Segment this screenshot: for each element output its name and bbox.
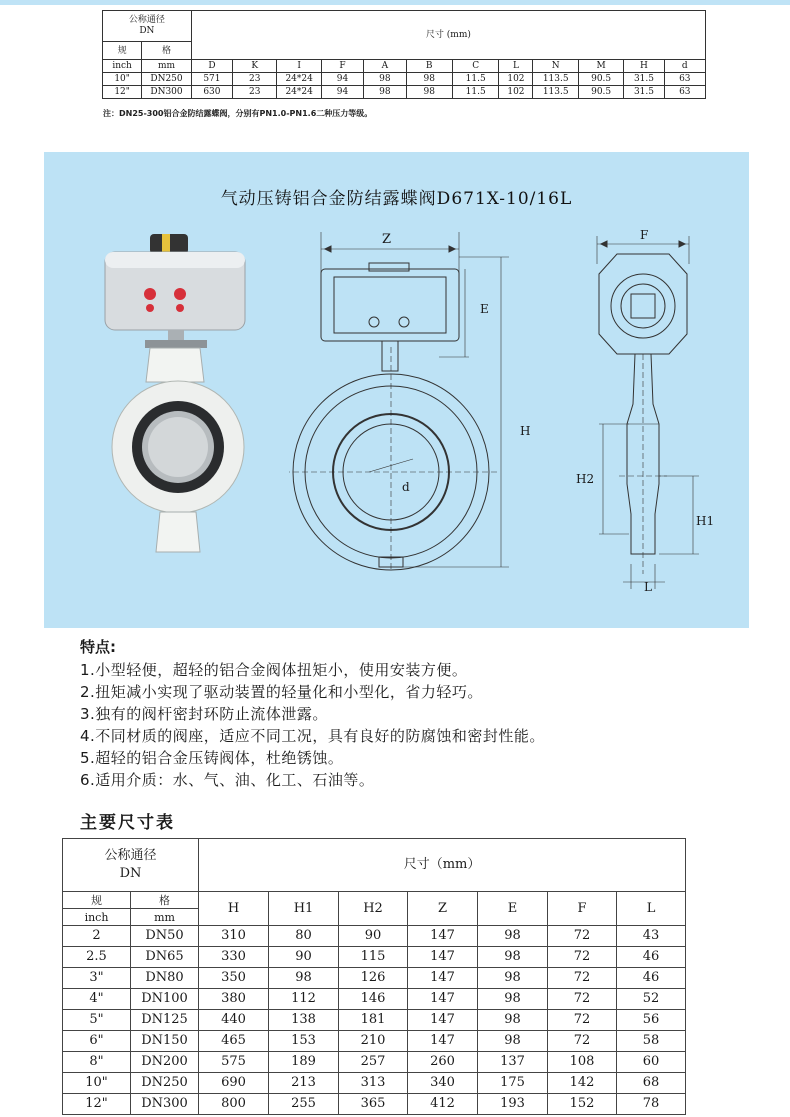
top-size-header: 尺寸 (mm) [191, 11, 705, 60]
table-cell: 571 [191, 73, 232, 86]
table-row [63, 1052, 686, 1073]
table-cell: 10" [63, 1073, 131, 1094]
top-col-header: L [499, 60, 533, 73]
main-unit-inch: inch [63, 909, 131, 926]
table-cell: 23 [233, 73, 277, 86]
table-cell: DN50 [131, 926, 199, 947]
top-col-header: C [452, 60, 498, 73]
table-cell: 255 [269, 1094, 339, 1115]
main-col-header: E [478, 892, 548, 926]
feature-item: 2.扭矩减小实现了驱动装置的轻量化和小型化，省力轻巧。 [80, 683, 483, 701]
main-unit-mm: mm [131, 909, 199, 926]
top-col-header: B [406, 60, 452, 73]
table-cell: 142 [548, 1073, 617, 1094]
table-cell: 60 [617, 1052, 686, 1073]
dim-label-h2: H2 [576, 472, 595, 486]
table-cell: 690 [199, 1073, 269, 1094]
table-cell: 2.5 [63, 947, 131, 968]
table-cell: 72 [548, 1010, 617, 1031]
table-cell: 3" [63, 968, 131, 989]
main-col-header: H2 [339, 892, 408, 926]
table-cell: 440 [199, 1010, 269, 1031]
table-cell: 5" [63, 1010, 131, 1031]
table-cell: 58 [617, 1031, 686, 1052]
table-row [63, 926, 686, 947]
table-cell: 72 [548, 1031, 617, 1052]
table-cell: 210 [339, 1031, 408, 1052]
table-cell: 189 [269, 1052, 339, 1073]
table-cell: 10" [103, 73, 142, 86]
dim-label-h: H [520, 424, 531, 438]
table-cell: 175 [478, 1073, 548, 1094]
table-cell: 63 [664, 86, 705, 99]
table-cell: 11.5 [452, 73, 498, 86]
top-spec-left: 规 [103, 42, 142, 60]
table-cell: DN300 [131, 1094, 199, 1115]
table-cell: 380 [199, 989, 269, 1010]
table-cell: 153 [269, 1031, 339, 1052]
top-col-header: F [321, 60, 363, 73]
feature-item: 6.适用介质：水、气、油、化工、石油等。 [80, 771, 375, 789]
top-col-header: I [277, 60, 321, 73]
table-cell: 4" [63, 989, 131, 1010]
top-col-header: H [624, 60, 664, 73]
main-col-header: H1 [269, 892, 339, 926]
table-cell: 147 [408, 947, 478, 968]
table-cell: 147 [408, 968, 478, 989]
main-table-title: 主要尺寸表 [80, 813, 175, 833]
table-cell: 24*24 [277, 86, 321, 99]
table-cell: 63 [664, 73, 705, 86]
table-row [63, 1073, 686, 1094]
table-cell: 137 [478, 1052, 548, 1073]
table-cell: 43 [617, 926, 686, 947]
table-cell: 98 [364, 73, 406, 86]
dim-label-d: d [402, 480, 410, 494]
table-cell: 98 [364, 86, 406, 99]
top-col-header: K [233, 60, 277, 73]
table-cell: 46 [617, 968, 686, 989]
table-cell: DN300 [142, 86, 192, 99]
table-cell: 115 [339, 947, 408, 968]
table-cell: 68 [617, 1073, 686, 1094]
table-row [63, 968, 686, 989]
table-row [63, 1031, 686, 1052]
table-cell: 310 [199, 926, 269, 947]
top-dn-header: 公称通径 DN [103, 11, 192, 42]
table-cell: 6" [63, 1031, 131, 1052]
table-cell: 108 [548, 1052, 617, 1073]
dim-label-l: L [644, 580, 652, 594]
main-spec-right: 格 [131, 892, 199, 909]
table-cell: 94 [321, 73, 363, 86]
table-cell: 8" [63, 1052, 131, 1073]
table-cell: 72 [548, 947, 617, 968]
table-cell: 575 [199, 1052, 269, 1073]
table-cell: 11.5 [452, 86, 498, 99]
table-cell: 98 [406, 86, 452, 99]
main-col-header: Z [408, 892, 478, 926]
top-col-header: A [364, 60, 406, 73]
table-cell: DN65 [131, 947, 199, 968]
table-cell: 98 [478, 989, 548, 1010]
features-title: 特点: [80, 638, 116, 656]
table-cell: DN125 [131, 1010, 199, 1031]
top-col-header: d [664, 60, 705, 73]
table-cell: 260 [408, 1052, 478, 1073]
front-view-drawing [289, 227, 529, 572]
main-dimension-table [62, 838, 686, 1115]
top-spec-right: 格 [142, 42, 192, 60]
table-cell: 465 [199, 1031, 269, 1052]
table-cell: 31.5 [624, 86, 664, 99]
table-cell: 72 [548, 926, 617, 947]
dim-label-e: E [480, 302, 489, 316]
dim-label-f: F [640, 228, 649, 242]
main-col-header: L [617, 892, 686, 926]
table-row [63, 1010, 686, 1031]
table-cell: 102 [499, 86, 533, 99]
product-panel [44, 152, 749, 628]
table-cell: 98 [478, 926, 548, 947]
table-cell: 90 [339, 926, 408, 947]
table-cell: 330 [199, 947, 269, 968]
table-cell: 78 [617, 1094, 686, 1115]
table-cell: 12" [63, 1094, 131, 1115]
main-spec-left: 规 [63, 892, 131, 909]
table-cell: 213 [269, 1073, 339, 1094]
dim-label-z: Z [382, 232, 392, 247]
main-col-header: H [199, 892, 269, 926]
top-dimension-table [102, 10, 706, 99]
feature-item: 1.小型轻便，超轻的铝合金阀体扭矩小，使用安装方便。 [80, 661, 468, 679]
product-title: 气动压铸铝合金防结露蝶阀D671X-10/16L [220, 189, 573, 209]
table-cell: 126 [339, 968, 408, 989]
table-cell: 113.5 [533, 86, 578, 99]
table-cell: 80 [269, 926, 339, 947]
table-row [63, 989, 686, 1010]
table-cell: 193 [478, 1094, 548, 1115]
table-cell: 152 [548, 1094, 617, 1115]
table-row [63, 1094, 686, 1115]
table-cell: 412 [408, 1094, 478, 1115]
table-cell: 23 [233, 86, 277, 99]
table-row [63, 947, 686, 968]
top-accent-bar [0, 0, 790, 5]
table-cell: 147 [408, 1031, 478, 1052]
table-cell: 90.5 [578, 86, 623, 99]
table-cell: 313 [339, 1073, 408, 1094]
top-col-header: M [578, 60, 623, 73]
top-unit-mm: mm [142, 60, 192, 73]
table-cell: 72 [548, 989, 617, 1010]
table-cell: 98 [478, 947, 548, 968]
table-cell: DN250 [131, 1073, 199, 1094]
valve-photo [100, 232, 255, 562]
table-cell: 800 [199, 1094, 269, 1115]
table-cell: 257 [339, 1052, 408, 1073]
table-note: 注：DN25-300铝合金防结露蝶阀，分别有PN1.0-PN1.6二种压力等级。 [103, 109, 373, 118]
table-cell: 98 [406, 73, 452, 86]
feature-item: 5.超轻的铝合金压铸阀体，杜绝锈蚀。 [80, 749, 344, 767]
top-col-header: N [533, 60, 578, 73]
table-cell: 181 [339, 1010, 408, 1031]
table-cell: 365 [339, 1094, 408, 1115]
main-dn-header: 公称通径 DN [63, 839, 199, 892]
main-col-header: F [548, 892, 617, 926]
table-cell: 2 [63, 926, 131, 947]
top-unit-inch: inch [103, 60, 142, 73]
feature-item: 3.独有的阀杆密封环防止流体泄露。 [80, 705, 328, 723]
table-cell: 72 [548, 968, 617, 989]
table-cell: DN200 [131, 1052, 199, 1073]
table-cell: 24*24 [277, 73, 321, 86]
table-cell: DN150 [131, 1031, 199, 1052]
dim-label-h1: H1 [696, 514, 715, 528]
table-cell: 147 [408, 926, 478, 947]
table-cell: 12" [103, 86, 142, 99]
table-cell: 113.5 [533, 73, 578, 86]
top-col-header: D [191, 60, 232, 73]
table-cell: 56 [617, 1010, 686, 1031]
table-cell: 94 [321, 86, 363, 99]
table-cell: 147 [408, 1010, 478, 1031]
table-cell: 350 [199, 968, 269, 989]
table-cell: 98 [478, 1010, 548, 1031]
table-cell: 147 [408, 989, 478, 1010]
side-view-drawing [589, 234, 709, 604]
table-cell: 98 [478, 968, 548, 989]
main-size-header: 尺寸（mm） [199, 839, 686, 892]
table-cell: 138 [269, 1010, 339, 1031]
table-cell: 98 [269, 968, 339, 989]
table-cell: 112 [269, 989, 339, 1010]
feature-item: 4.不同材质的阀座，适应不同工况，具有良好的防腐蚀和密封性能。 [80, 727, 545, 745]
table-cell: 98 [478, 1031, 548, 1052]
table-cell: 102 [499, 73, 533, 86]
table-cell: 630 [191, 86, 232, 99]
table-cell: 146 [339, 989, 408, 1010]
table-cell: 340 [408, 1073, 478, 1094]
table-cell: DN100 [131, 989, 199, 1010]
table-cell: 52 [617, 989, 686, 1010]
table-cell: DN250 [142, 73, 192, 86]
table-cell: 31.5 [624, 73, 664, 86]
table-row [103, 86, 706, 99]
table-row [103, 73, 706, 86]
table-cell: 46 [617, 947, 686, 968]
table-cell: DN80 [131, 968, 199, 989]
table-cell: 90.5 [578, 73, 623, 86]
table-cell: 90 [269, 947, 339, 968]
